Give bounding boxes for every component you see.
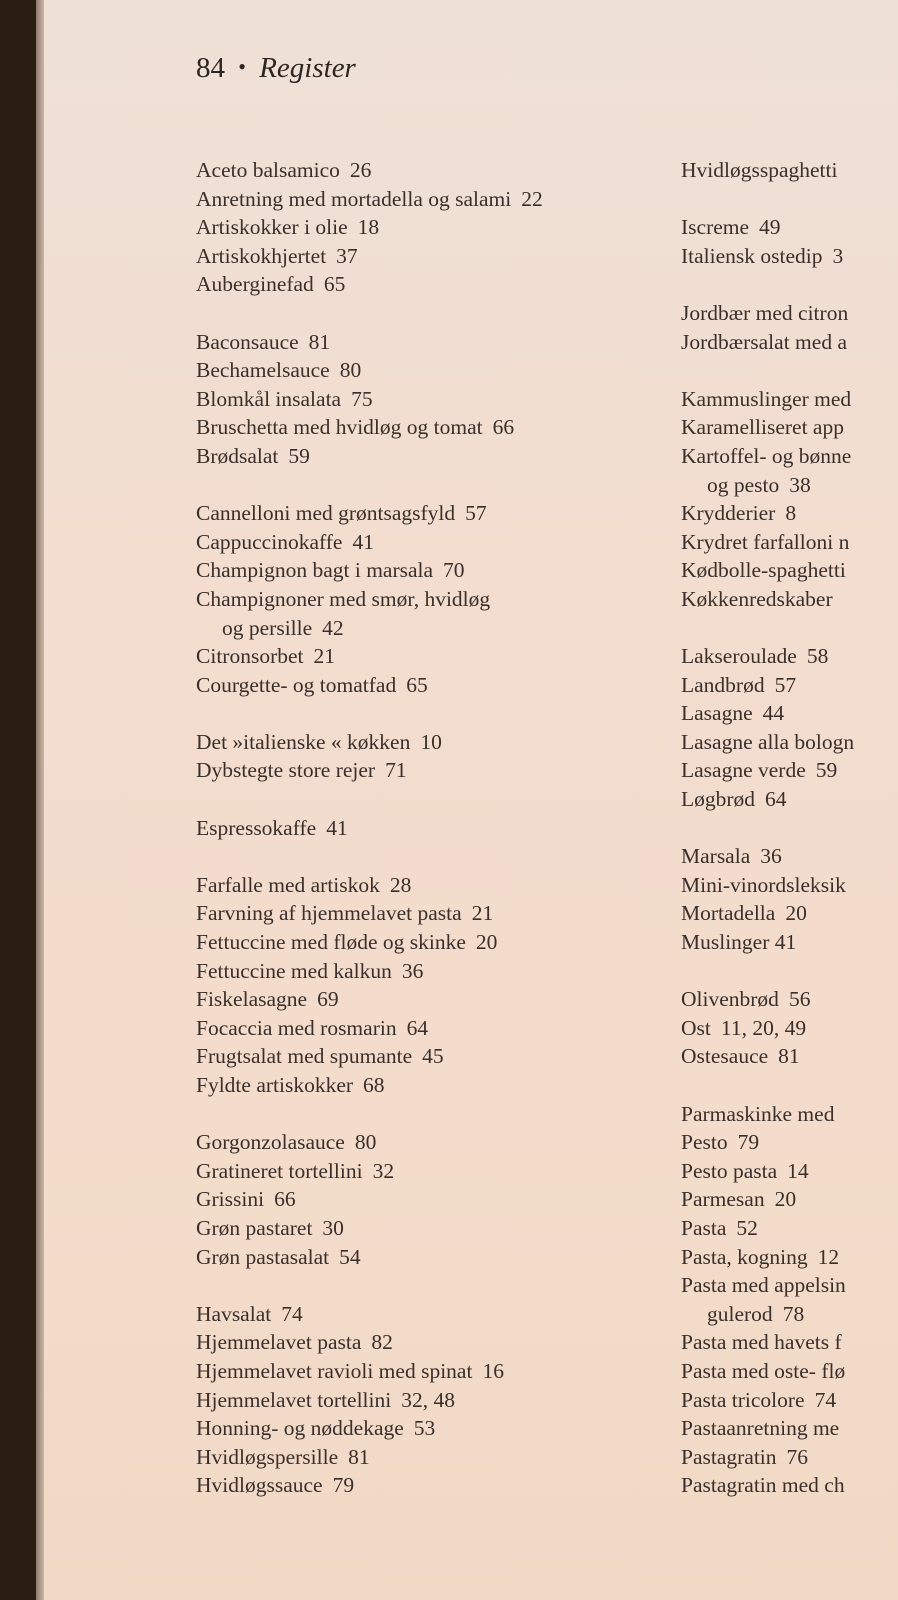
index-entry (196, 156, 656, 185)
index-term: Grøn pastasalat (196, 1244, 330, 1269)
index-page-ref: 36 (760, 844, 782, 869)
index-page-ref: 21 (471, 901, 494, 926)
index-page-ref: 80 (339, 358, 362, 383)
index-page-ref: 58 (806, 644, 829, 669)
index-term: Parmaskinke med (681, 1101, 835, 1126)
index-page-ref: 66 (274, 1187, 296, 1212)
index-page-ref: 26 (349, 158, 372, 182)
index-entry (196, 957, 656, 986)
index-term: Gratineret tortellini (196, 1158, 363, 1183)
index-gap (196, 1271, 656, 1300)
index-term: Pasta (681, 1215, 727, 1240)
index-page-ref: 49 (759, 215, 781, 240)
index-page-ref: 10 (420, 729, 442, 754)
index-page-ref: 18 (357, 215, 380, 240)
index-term: Kartoffel- og bønne (681, 443, 852, 468)
index-term: Hjemmelavet pasta (196, 1330, 362, 1355)
index-term: Grøn pastaret (196, 1215, 313, 1240)
index-entry (681, 699, 898, 728)
index-term: Lasagne verde (681, 758, 806, 783)
index-page-ref: 3 (832, 243, 844, 268)
index-term: Baconsauce (196, 329, 299, 354)
index-term: Fyldte artiskokker (196, 1073, 354, 1097)
index-page-ref: 12 (817, 1244, 840, 1269)
section-title: Register (259, 52, 356, 84)
header-separator: • (238, 54, 246, 79)
index-page-ref: 71 (385, 758, 407, 783)
index-term: Jordbærsalat med a (681, 329, 847, 354)
index-entry (196, 928, 656, 957)
index-entry (681, 928, 898, 957)
index-entry (681, 1471, 898, 1500)
index-entry (196, 1014, 656, 1043)
index-entry (196, 185, 656, 214)
index-entry (196, 728, 656, 757)
index-term: Hvidløgspersille (196, 1444, 339, 1469)
index-term: Det »italienske « køkken (196, 729, 411, 754)
index-entry (681, 1128, 898, 1157)
index-term: Grissini (196, 1187, 265, 1212)
index-term: Pasta tricolore (681, 1387, 805, 1412)
index-term: Brødsalat (196, 443, 279, 468)
index-entry (681, 842, 898, 871)
index-entry (196, 642, 656, 671)
index-term: Landbrød (681, 672, 765, 697)
index-page-ref: 45 (422, 1044, 444, 1069)
index-page-ref: 66 (492, 415, 515, 440)
index-entry (681, 585, 898, 614)
index-term: Frugtsalat med spumante (196, 1044, 413, 1069)
index-entry (681, 1042, 898, 1071)
index-entry (681, 413, 898, 442)
index-page-ref: 20 (785, 901, 807, 926)
index-page-ref: 8 (785, 501, 797, 526)
index-entry (196, 585, 656, 614)
index-term: og pesto (707, 472, 780, 497)
index-entry (196, 1042, 656, 1071)
index-term: Honning- og nøddekage (196, 1416, 404, 1441)
index-page-ref: 28 (389, 872, 412, 897)
index-term: Køkkenredskaber (681, 586, 833, 611)
index-entry (681, 1357, 898, 1386)
index-page-ref: 68 (363, 1073, 385, 1097)
index-term: Lakseroulade (681, 644, 797, 669)
index-term: Espressokaffe (196, 815, 317, 840)
index-page-ref: 79 (737, 1130, 760, 1155)
index-page-ref: 70 (443, 558, 465, 583)
index-page-ref: 74 (281, 1301, 303, 1326)
index-term: Lasagne (681, 701, 753, 726)
index-entry (196, 1157, 656, 1186)
index-term: Bruschetta med hvidløg og tomat (196, 415, 483, 440)
index-gap (681, 1071, 898, 1100)
page-number: 84 (196, 52, 225, 84)
index-entry (196, 614, 656, 643)
index-entry (681, 528, 898, 557)
index-term: Hjemmelavet tortellini (196, 1387, 392, 1412)
index-entry (196, 242, 656, 271)
index-term: Artiskokker i olie (196, 215, 348, 240)
index-term: Courgette- og tomatfad (196, 672, 397, 697)
index-term: Pasta, kogning (681, 1244, 808, 1269)
index-page-ref: 20 (475, 930, 498, 955)
index-term: Pasta med appelsin (681, 1273, 846, 1298)
index-term: Farfalle med artiskok (196, 872, 380, 897)
index-gap (196, 842, 656, 871)
index-entry (681, 899, 898, 928)
index-gap (681, 270, 898, 299)
index-page-ref: 37 (336, 243, 358, 268)
index-term: Pastagratin (681, 1444, 777, 1469)
index-page-ref: 76 (786, 1444, 809, 1469)
index-term: Bechamelsauce (196, 358, 330, 383)
index-entry (681, 1100, 898, 1129)
index-page-ref: 22 (521, 186, 543, 211)
index-entry (196, 499, 656, 528)
index-entry (196, 1300, 656, 1329)
index-entry (681, 471, 898, 500)
index-entry (681, 1414, 898, 1443)
index-entry (681, 1214, 898, 1243)
index-entry (196, 814, 656, 843)
index-page-ref: 32 (372, 1158, 395, 1183)
index-entry (196, 385, 656, 414)
index-gap (196, 785, 656, 814)
index-entry (196, 213, 656, 242)
index-term: Ostesauce (681, 1044, 769, 1069)
page-header (196, 52, 356, 85)
index-page-ref: 21 (313, 644, 335, 669)
index-term: Havsalat (196, 1301, 272, 1326)
index-gap (196, 699, 656, 728)
index-entry (196, 985, 656, 1014)
index-page-ref: 54 (339, 1244, 361, 1269)
index-entry (196, 1214, 656, 1243)
index-page-ref: 52 (736, 1215, 758, 1240)
index-term: gulerod (707, 1301, 773, 1326)
index-page-ref: 14 (787, 1158, 809, 1183)
index-term: Pastagratin med ch (681, 1473, 845, 1498)
index-term: Champignoner med smør, hvidløg (196, 586, 491, 611)
index-entry (196, 1414, 656, 1443)
index-term: Parmesan (681, 1187, 765, 1212)
index-entry (681, 1243, 898, 1272)
index-column-left (196, 156, 656, 1500)
index-gap (681, 957, 898, 986)
index-page-ref: 41 (352, 529, 374, 554)
index-page-ref: 57 (774, 672, 797, 697)
index-term: Farvning af hjemmelavet pasta (196, 901, 462, 926)
index-term: Løgbrød (681, 787, 756, 812)
index-page-ref: 79 (332, 1473, 355, 1498)
book-page (36, 0, 898, 1600)
index-term: Blomkål insalata (196, 386, 342, 411)
index-page-ref: 42 (322, 615, 344, 640)
index-page-ref: 44 (762, 701, 785, 726)
index-page-ref: 59 (815, 758, 838, 783)
index-term: Fettuccine med kalkun (196, 958, 392, 983)
index-term: Fiskelasagne (196, 987, 308, 1012)
index-page-ref: 81 (348, 1444, 370, 1469)
index-column-right (681, 156, 898, 1500)
index-page-ref: 36 (401, 958, 424, 983)
index-entry (681, 1014, 898, 1043)
index-entry (681, 556, 898, 585)
index-term: Cappuccinokaffe (196, 529, 343, 554)
index-entry (681, 499, 898, 528)
index-page-ref: 69 (317, 987, 339, 1012)
index-page-ref: 65 (406, 672, 428, 697)
index-entry (196, 1471, 656, 1500)
index-entry (196, 556, 656, 585)
index-entry (196, 871, 656, 900)
index-entry (681, 1443, 898, 1472)
index-term: Jordbær med citron (681, 300, 849, 325)
index-term: Lasagne alla bologn (681, 729, 855, 754)
index-term: Pesto (681, 1130, 728, 1155)
index-entry (681, 1300, 898, 1329)
index-entry (196, 1328, 656, 1357)
index-entry (681, 1328, 898, 1357)
index-entry (681, 213, 898, 242)
index-entry (681, 299, 898, 328)
index-term: Marsala (681, 844, 751, 869)
index-page-ref: 81 (308, 329, 331, 354)
index-entry (196, 413, 656, 442)
index-page-ref: 20 (774, 1187, 797, 1212)
index-entry (196, 1243, 656, 1272)
index-term: Pastaanretning me (681, 1416, 840, 1441)
index-gap (196, 471, 656, 500)
index-term: Artiskokhjertet (196, 243, 327, 268)
index-page-ref: 38 (789, 472, 811, 497)
index-entry (196, 1357, 656, 1386)
index-entry (196, 671, 656, 700)
index-term: Kammuslinger med (681, 386, 852, 411)
index-page-ref: 16 (482, 1358, 504, 1383)
index-page-ref: 57 (465, 501, 487, 526)
index-gap (196, 1100, 656, 1129)
index-term: og persille (222, 615, 313, 640)
index-term: Krydderier (681, 501, 776, 526)
index-page-ref: 64 (406, 1015, 429, 1040)
index-gap (196, 299, 656, 328)
index-gap (681, 185, 898, 214)
index-term: Anretning med mortadella og salami (196, 186, 512, 211)
index-entry (681, 242, 898, 271)
index-term: Krydret farfalloni n (681, 529, 850, 554)
index-entry (681, 728, 898, 757)
index-entry (681, 156, 898, 185)
index-page-ref: 78 (782, 1301, 805, 1326)
index-term: Karamelliseret app (681, 415, 844, 440)
index-term: Focaccia med rosmarin (196, 1015, 397, 1040)
index-term: Gorgonzolasauce (196, 1130, 345, 1155)
index-term: Dybstegte store rejer (196, 758, 376, 783)
index-page-ref: 53 (413, 1416, 436, 1441)
index-page-ref: 11, 20, 49 (720, 1015, 807, 1040)
index-term: Aceto balsamico (196, 158, 340, 182)
index-term: Ost (681, 1015, 711, 1040)
index-entry (196, 356, 656, 385)
index-entry (681, 1185, 898, 1214)
index-term: Iscreme (681, 215, 750, 240)
index-term: Hjemmelavet ravioli med spinat (196, 1358, 473, 1383)
index-entry (681, 1157, 898, 1186)
index-entry (681, 785, 898, 814)
index-page-ref: 65 (323, 272, 346, 297)
index-entry (196, 1443, 656, 1472)
index-entry (196, 1071, 656, 1100)
index-entry (196, 756, 656, 785)
index-term: Cannelloni med grøntsagsfyld (196, 501, 456, 526)
index-entry (196, 528, 656, 557)
index-term: Champignon bagt i marsala (196, 558, 434, 583)
index-term: Pasta med havets f (681, 1330, 842, 1355)
index-entry (681, 671, 898, 700)
index-term: Kødbolle-spaghetti (681, 558, 846, 583)
index-term: Citronsorbet (196, 644, 304, 669)
index-term: Fettuccine med fløde og skinke (196, 930, 466, 955)
index-term: Olivenbrød (681, 987, 779, 1012)
index-page-ref: 59 (288, 443, 310, 468)
index-gap (681, 614, 898, 643)
index-term: Hvidløgsspaghetti (681, 158, 838, 182)
index-term: Pesto pasta (681, 1158, 778, 1183)
index-term: Italiensk ostedip (681, 243, 823, 268)
index-entry (681, 642, 898, 671)
index-entry (196, 1386, 656, 1415)
page-spine-edge (36, 0, 44, 1600)
index-entry (196, 1128, 656, 1157)
index-page-ref: 74 (814, 1387, 837, 1412)
index-page-ref: 81 (778, 1044, 800, 1069)
index-page-ref: 64 (765, 787, 787, 812)
index-term: Muslinger 41 (681, 930, 797, 955)
index-page-ref: 75 (351, 386, 373, 411)
index-page-ref: 41 (326, 815, 348, 840)
index-page-ref: 32, 48 (401, 1387, 455, 1412)
index-term: Hvidløgssauce (196, 1473, 323, 1498)
index-term: Auberginefad (196, 272, 314, 297)
index-page-ref: 30 (322, 1215, 344, 1240)
index-entry (681, 442, 898, 471)
index-entry (196, 442, 656, 471)
index-entry (196, 328, 656, 357)
index-entry (196, 899, 656, 928)
index-entry (681, 1386, 898, 1415)
index-entry (681, 985, 898, 1014)
index-entry (681, 756, 898, 785)
index-page-ref: 56 (788, 987, 811, 1012)
index-page-ref: 80 (354, 1130, 377, 1155)
index-entry (196, 270, 656, 299)
index-gap (681, 356, 898, 385)
index-entry (196, 1185, 656, 1214)
index-entry (681, 871, 898, 900)
index-entry (681, 1271, 898, 1300)
index-term: Mini-vinordsleksik (681, 872, 846, 897)
index-term: Pasta med oste- flø (681, 1358, 846, 1383)
index-term: Mortadella (681, 901, 776, 926)
index-gap (681, 814, 898, 843)
index-page-ref: 82 (371, 1330, 393, 1355)
index-entry (681, 328, 898, 357)
index-entry (681, 385, 898, 414)
